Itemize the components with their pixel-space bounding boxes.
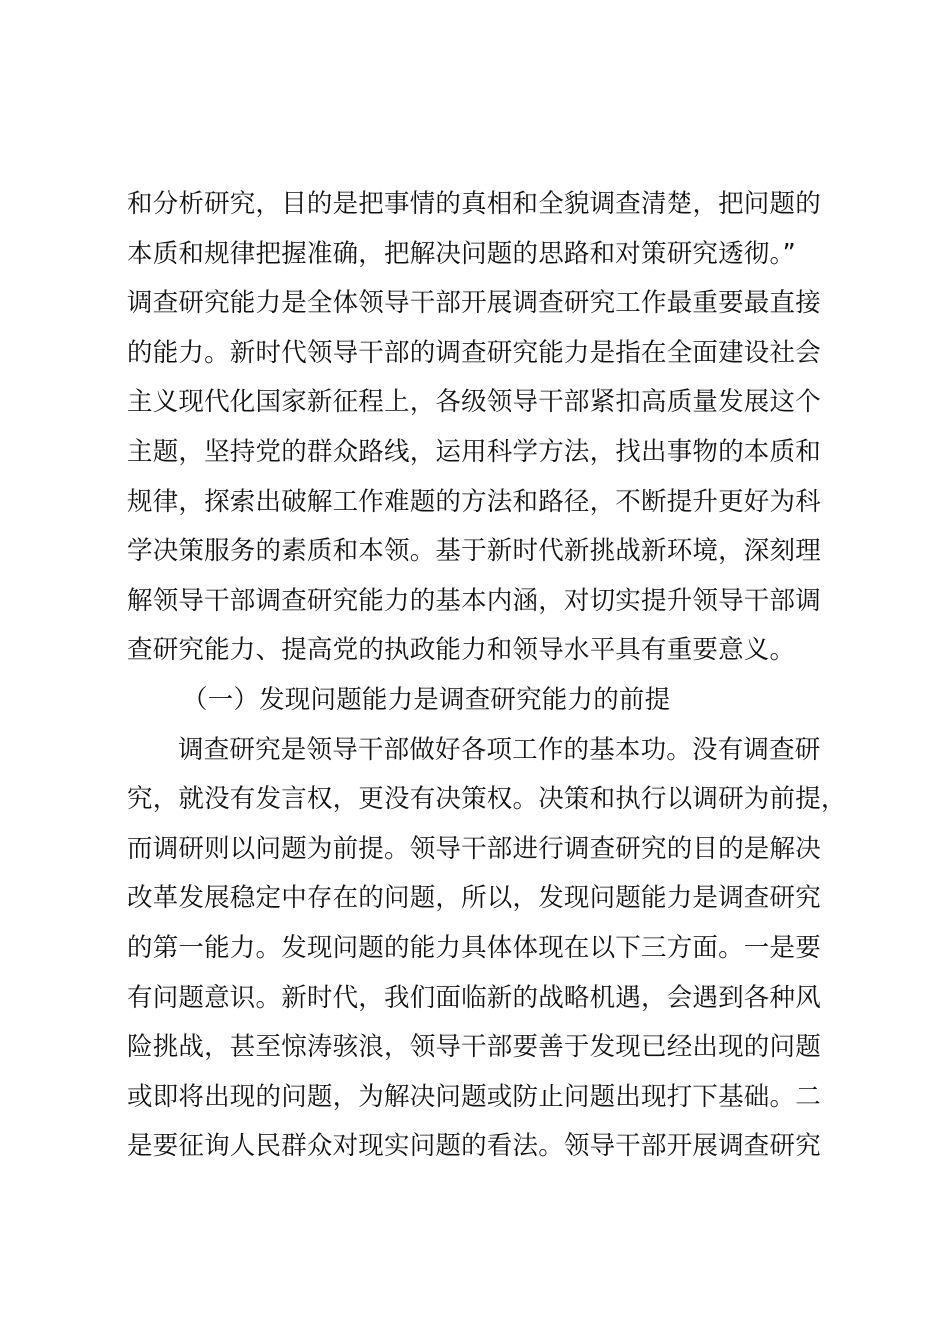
text-line: 而调研则以问题为前提。领导干部进行调查研究的目的是解决 — [127, 833, 821, 864]
text-line: 有问题意识。新时代，我们面临新的战略机遇，会遇到各种风 — [127, 982, 821, 1013]
text-line: 和分析研究，目的是把事情的真相和全貌调查清楚，把问题的 — [127, 189, 821, 219]
text-line: 究，就没有发言权，更没有决策权。决策和执行以调研为前提， — [127, 784, 847, 815]
text-line: 的第一能力。发现问题的能力具体体现在以下三方面。一是要 — [127, 932, 821, 963]
text-line: 改革发展稳定中存在的问题，所以，发现问题能力是调查研究 — [127, 883, 821, 914]
section-heading: （一）发现问题能力是调查研究能力的前提 — [182, 684, 671, 715]
text-line: 或即将出现的问题，为解决问题或防止问题出现打下基础。二 — [127, 1081, 821, 1112]
text-line: 险挑战，甚至惊涛骇浪，领导干部要善于发现已经出现的问题 — [127, 1032, 821, 1063]
text-line: 规律，探索出破解工作难题的方法和路径，不断提升更好为科 — [127, 486, 821, 517]
text-line: 的能力。新时代领导干部的调查研究能力是指在全面建设社会 — [127, 337, 821, 368]
text-line: 本质和规律把握准确，把解决问题的思路和对策研究透彻。” — [127, 238, 796, 269]
text-line: 学决策服务的素质和本领。基于新时代新挑战新环境，深刻理 — [127, 536, 821, 567]
text-line: 调查研究能力是全体领导干部开展调查研究工作最重要最直接 — [127, 288, 821, 319]
text-line: 主义现代化国家新征程上，各级领导干部紧扣高质量发展这个 — [127, 387, 821, 418]
paragraph-first-line: 调查研究是领导干部做好各项工作的基本功。没有调查研 — [178, 734, 821, 765]
text-line: 主题，坚持党的群众路线，运用科学方法，找出事物的本质和 — [127, 436, 821, 467]
text-line: 是要征询人民群众对现实问题的看法。领导干部开展调查研究 — [127, 1131, 821, 1162]
body-text — [127, 180, 847, 1172]
text-line: 解领导干部调查研究能力的基本内涵，对切实提升领导干部调 — [127, 585, 821, 616]
text-line: 查研究能力、提高党的执政能力和领导水平具有重要意义。 — [127, 635, 796, 666]
